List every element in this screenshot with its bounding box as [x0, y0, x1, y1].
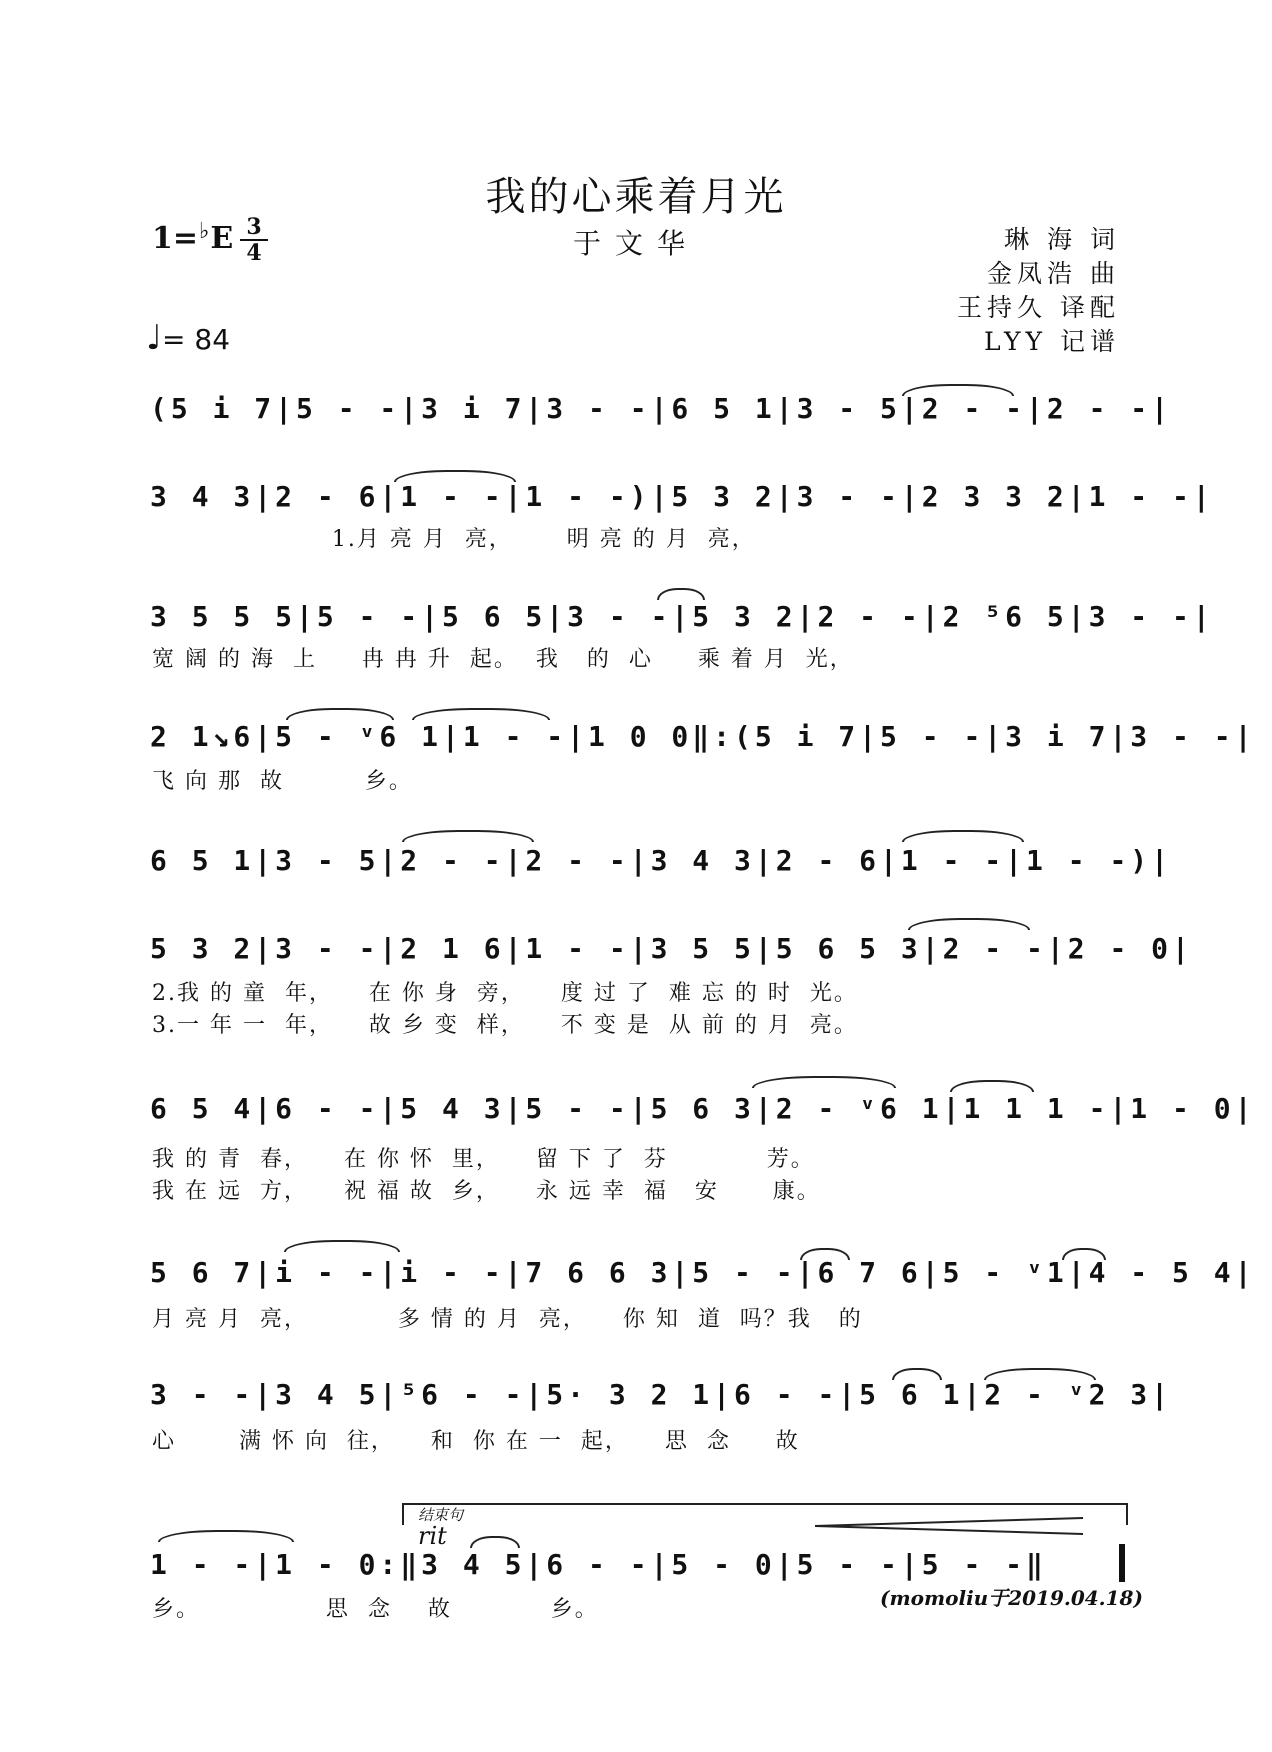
tie-mark: [950, 1080, 1034, 1092]
score-line-4: 2 1↘6|5 - ᵛ6 1|1 - -|1 0 0‖:(5 i 7|5 - -|3 i 7|3 - -|: [150, 720, 1256, 753]
lyrics-line-4: 飞 向 那 故 乡。: [152, 769, 413, 794]
transcriber-signature: (momoliu于2019.04.18): [880, 1586, 1143, 1610]
score-line-7: 6 5 4|6 - -|5 4 3|5 - -|5 6 3|2 - ᵛ6 1|1 1 1 -|1 - 0|: [150, 1092, 1256, 1125]
slur-mark: [657, 588, 705, 600]
diminuendo-hairpin: [815, 1514, 1085, 1538]
slur-mark: [286, 708, 394, 720]
score-line-1: (5 i 7|5 - -|3 i 7|3 - -|6 5 1|3 - 5|2 - -|2 - -|: [150, 392, 1173, 425]
lyrics-line-7b: 我 在 远 方， 祝 福 故 乡， 永 远 幸 福 安 康。: [152, 1179, 821, 1204]
final-barline: [1119, 1544, 1125, 1582]
slur-mark: [752, 1076, 896, 1088]
song-title: 我的心乘着月光: [485, 174, 787, 220]
lyrics-line-2: 1.月 亮 月 亮， 明 亮 的 月 亮，: [152, 527, 756, 552]
key-letter: E: [210, 221, 234, 256]
singer-name: 于文华: [572, 227, 699, 260]
tie-mark: [402, 830, 534, 842]
tie-mark: [908, 918, 1030, 930]
time-numerator: 3: [246, 214, 262, 240]
lyrics-line-7a: 我 的 青 春， 在 你 怀 里， 留 下 了 芬 芳。: [152, 1147, 815, 1172]
translator-credit: 王持久 译配: [957, 293, 1120, 322]
tie-mark: [284, 1240, 400, 1252]
ending-label: 结束句: [418, 1506, 464, 1524]
tie-mark: [158, 1530, 294, 1542]
key-prefix: 1=: [152, 221, 199, 256]
score-line-5: 6 5 1|3 - 5|2 - -|2 - -|3 4 3|2 - 6|1 - -|1 - -)|: [150, 844, 1173, 877]
slur-mark: [470, 1536, 520, 1548]
score-line-3: 3 5 5 5|5 - -|5 6 5|3 - -|5 3 2|2 - -|2 ⁵6 5|3 - -|: [150, 600, 1214, 633]
score-line-8: 5 6 7|i - -|i - -|7 6 6 3|5 - -|6 7 6|5 - ᵛ1|4 - 5 4|: [150, 1256, 1256, 1289]
score-line-10: 1 - -|1 - 0:‖3 4 5|6 - -|5 - 0|5 - -|5 - -‖: [150, 1548, 1047, 1581]
tempo-value: = 84: [162, 323, 231, 356]
key-signature: [152, 218, 233, 256]
tempo-mark: [146, 318, 230, 358]
time-signature: [240, 216, 268, 264]
flat-sign: ♭: [199, 218, 210, 244]
quarter-note-icon: ♩: [146, 318, 163, 358]
lyricist-credit: 琳 海 词: [1004, 225, 1120, 254]
time-denominator: 4: [246, 240, 262, 266]
lyrics-line-3: 宽 阔 的 海 上 冉 冉 升 起。 我 的 心 乘 着 月 光，: [152, 647, 854, 672]
lyrics-line-10: 乡。 思 念 故 乡。: [152, 1597, 599, 1622]
ritardando-mark: rit: [418, 1522, 447, 1550]
lyrics-line-8: 月 亮 月 亮， 多 情 的 月 亮， 你 知 道 吗？我 的: [152, 1307, 863, 1332]
score-line-9: 3 - -|3 4 5|⁵6 - -|5· 3 2 1|6 - -|5 6 1|2 - ᵛ2 3|: [150, 1378, 1173, 1411]
score-line-6: 5 3 2|3 - -|2 1 6|1 - -|3 5 5|5 6 5 3|2 - -|2 - 0|: [150, 932, 1193, 965]
composer-credit: 金凤浩 曲: [987, 259, 1120, 288]
lyrics-line-6a: 2.我 的 童 年， 在 你 身 旁， 度 过 了 难 忘 的 时 光。: [152, 981, 858, 1006]
lyrics-line-6b: 3.一 年 一 年， 故 乡 变 样， 不 变 是 从 前 的 月 亮。: [152, 1013, 858, 1038]
lyrics-line-9: 心 满 怀 向 往， 和 你 在 一 起， 思 念 故: [152, 1429, 800, 1454]
score-line-2: 3 4 3|2 - 6|1 - -|1 - -)|5 3 2|3 - -|2 3 3 2|1 - -|: [150, 480, 1214, 513]
transcriber-credit: LYY 记谱: [984, 327, 1120, 356]
tie-mark: [902, 830, 1024, 842]
tie-mark: [412, 708, 550, 720]
